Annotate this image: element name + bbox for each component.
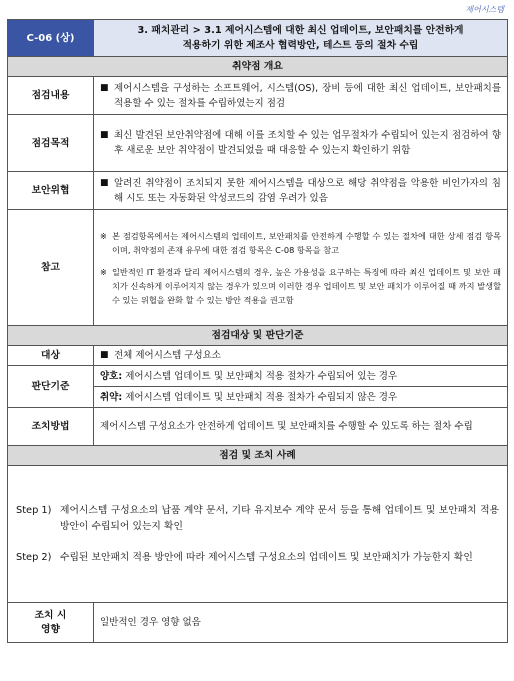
judge-bad-text: 제어시스템 업데이트 및 보안패치 적용 절차가 수립되지 않은 경우 [125,391,398,403]
reference-note-1-text: 본 점검항목에서는 제어시스템의 업데이트, 보안패치를 안전하게 수행할 수 있는 절차에 대한 상세 점검 항목이며, 취약점의 존재 유무에 대한 점검 항목은 C-08 항목을 참고 [112,230,501,255]
item-code: C-06 (상) [8,20,94,57]
check-item-table [7,19,508,643]
case-step-1 [16,503,499,535]
check-content-text: 제어시스템을 구성하는 소프트웨어, 시스템(OS), 장비 등에 대한 최신 업데이트, 보안패치를 적용할 수 있는 절차를 수립하였는지 점검 [114,82,501,109]
reference-cell [94,210,508,326]
target-cell [94,346,508,366]
case-step-2-text: 수립된 보안패치 적용 방안에 따라 제어시스템 구성요소의 업데이트 및 보안패치가 가능한지 확인 [60,551,473,563]
case-step-2 [16,550,499,566]
row-threat [8,172,508,210]
check-content-label: 점검내용 [8,77,94,115]
item-title-line1: 3. 패치관리 > 3.1 제어시스템에 대한 최신 업데이트, 보안패치를 안전하게 [137,25,464,36]
check-content-cell [94,77,508,115]
case-step-1-text: 제어시스템 구성요소의 납품 계약 문서, 기타 유지보수 계약 문서 등을 통해 업데이트 및 보안패치 적용 방안이 수립되어 있는지 확인 [60,504,499,532]
purpose-label: 점검목적 [8,115,94,172]
cases-cell [8,466,508,603]
target-text: 전체 제어시스템 구성요소 [114,350,221,361]
row-judge-good [8,366,508,387]
reference-label: 참고 [8,210,94,326]
impact-label-line1: 조치 시 [34,609,67,621]
row-cases [8,466,508,603]
purpose-cell [94,115,508,172]
bullet-square: ■ [100,350,109,360]
reference-note-1 [100,229,501,257]
row-purpose [8,115,508,172]
judge-good-cell [94,366,508,387]
bullet-square: ■ [100,130,109,140]
row-target [8,346,508,366]
action-label: 조치방법 [8,408,94,446]
section-cases-heading: 점검 및 조치 사례 [8,446,508,466]
bullet-square: ■ [100,82,109,93]
section-criteria-heading: 점검대상 및 판단기준 [8,326,508,346]
reference-note-2 [100,265,501,307]
case-step-1-label: Step 1) [16,504,52,516]
impact-text: 일반적인 경우 영향 없음 [94,603,508,643]
row-reference [8,210,508,326]
judge-good-text: 제어시스템 업데이트 및 보안패치 적용 절차가 수립되어 있는 경우 [125,370,398,382]
judge-good-label: 양호: [100,370,123,382]
row-action [8,408,508,446]
row-impact [8,603,508,643]
threat-cell [94,172,508,210]
item-title-line2: 적용하기 위한 제조사 협력방안, 테스트 등의 절차 수립 [182,40,419,51]
reference-note-2-text: 일반적인 IT 환경과 달리 제어시스템의 경우, 높은 가용성을 요구하는 특징에 따라 최신 업데이트 및 보안 패치가 신속하게 이루어지지 않는 경우가 있으며 이러한 경우 업데이트 및 보안 패치가 이루어질 때 까지 발생할 수 있는 위협을 완화 할 수 있는 방안 적용을 권고함 [112,266,501,305]
item-title [94,20,508,57]
header-category-tag: 제어시스템 [465,5,504,14]
threat-label: 보안위협 [8,172,94,210]
note-mark: ※ [100,230,107,241]
target-label: 대상 [8,346,94,366]
bullet-square: ■ [100,177,109,188]
judge-label: 판단기준 [8,366,94,408]
purpose-text: 최신 발견된 보안취약점에 대해 이를 조치할 수 있는 업무절차가 수립되어 있는지 점검하여 향후 새로운 보안 취약점이 발견되었을 때 대응할 수 있는지 확인하기 위함 [114,130,501,156]
item-header-row [8,20,508,57]
case-step-2-label: Step 2) [16,551,52,563]
impact-label [8,603,94,643]
threat-text: 알려진 취약점이 조치되지 못한 제어시스템을 대상으로 해당 취약점을 악용한 비인가자의 침해 시도 또는 자동화된 악성코드의 감염 우려가 있음 [114,177,501,204]
judge-bad-label: 취약: [100,391,123,403]
note-mark: ※ [100,266,107,277]
row-check-content [8,77,508,115]
judge-bad-cell [94,387,508,408]
section-overview-heading: 취약점 개요 [8,57,508,77]
impact-label-line2: 영향 [41,623,60,635]
action-text: 제어시스템 구성요소가 안전하게 업데이트 및 보안패치를 수행할 수 있도록 하는 절차 수립 [94,408,508,446]
